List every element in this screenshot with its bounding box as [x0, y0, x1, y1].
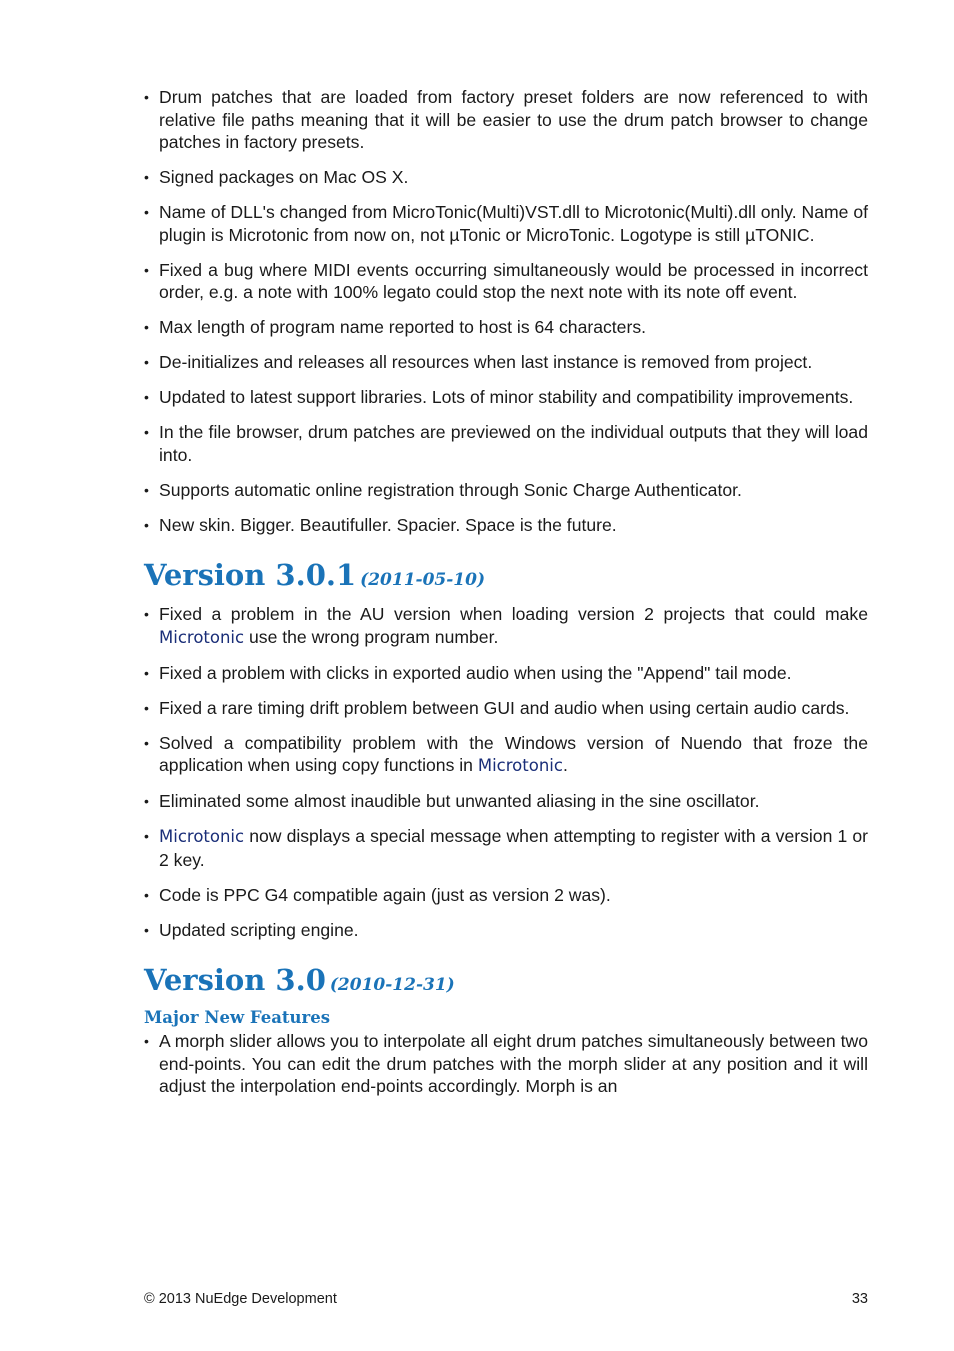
list-item: • Fixed a problem in the AU version when loading version 2 projects that could make Microtonic use the wrong program number.: [144, 604, 868, 647]
copyright: © 2013 NuEdge Development: [144, 1291, 337, 1307]
list-item: • Fixed a rare timing drift problem between GUI and audio when using certain audio cards.: [144, 697, 850, 718]
brand-name: Microtonic: [159, 827, 245, 846]
list-item: • Fixed a problem with clicks in exported audio when using the "Append" tail mode.: [144, 662, 792, 683]
version-30-heading: Version 3.0 (2010-12-31): [144, 963, 455, 997]
page-number: 33: [851, 1291, 868, 1307]
list-item: • Max length of program name reported to host is 64 characters.: [144, 317, 647, 337]
version-30-date: (2010-12-31): [329, 975, 455, 995]
list-item: • Eliminated some almost inaudible but unwanted aliasing in the sine oscillator.: [144, 791, 760, 811]
list-item: • A morph slider allows you to interpolate all eight drum patches simultaneously between two end-points. You can edit the drum patches with the morph slider at any position and it will adjust the interpolation end-points accordingly. Morph is an: [144, 1031, 868, 1096]
list-item: • Updated scripting engine.: [144, 919, 359, 940]
list-item: • New skin. Bigger. Beautifuller. Spacier. Space is the future.: [144, 514, 617, 535]
list-item: • Supports automatic online registration through Sonic Charge Authenticator.: [144, 479, 742, 500]
version-301-date: (2011-05-10): [360, 570, 485, 590]
brand-name: Microtonic: [159, 627, 245, 647]
page-footer: [144, 1291, 868, 1307]
list-item: • Microtonic now displays a special message when attempting to register with a version 1 or 2 key.: [144, 826, 868, 870]
major-features-subheading: Major New Features: [144, 1008, 330, 1027]
brand-name: Microtonic: [477, 756, 563, 775]
list-item: • Updated to latest support libraries. Lots of minor stability and compatibility improvements.: [144, 387, 854, 407]
list-item: • In the file browser, drum patches are previewed on the individual outputs that they will load into.: [144, 422, 868, 465]
list-item: • Signed packages on Mac OS X.: [144, 167, 409, 187]
list-item: • De-initializes and releases all resources when last instance is removed from project.: [144, 352, 813, 372]
changes-list-30: [144, 1030, 868, 1098]
changes-list-301: [144, 603, 868, 941]
list-item: • Drum patches that are loaded from factory preset folders are now referenced to with relative file paths meaning that it will be easier to use the drum patch browser to change patches in factory presets.: [144, 87, 868, 152]
list-item: • Name of DLL's changed from MicroTonic(Multi)VST.dll to Microtonic(Multi).dll only. Name of plugin is Microtonic from now on, not µTonic or MicroTonic. Logotype is still µTONIC.: [144, 202, 868, 245]
version-301-heading: Version 3.0.1 (2011-05-10): [144, 558, 485, 592]
list-item: • Fixed a bug where MIDI events occurring simultaneously would be processed in incorrect order, e.g. a note with 100% legato could stop the next note with its note off event.: [144, 259, 868, 302]
changes-list-previous: [144, 86, 868, 536]
list-item: • Solved a compatibility problem with the Windows version of Nuendo that froze the application when using copy functions in Microtonic.: [144, 732, 868, 775]
list-item: • Code is PPC G4 compatible again (just as version 2 was).: [144, 884, 611, 905]
document-page: [144, 86, 868, 1110]
